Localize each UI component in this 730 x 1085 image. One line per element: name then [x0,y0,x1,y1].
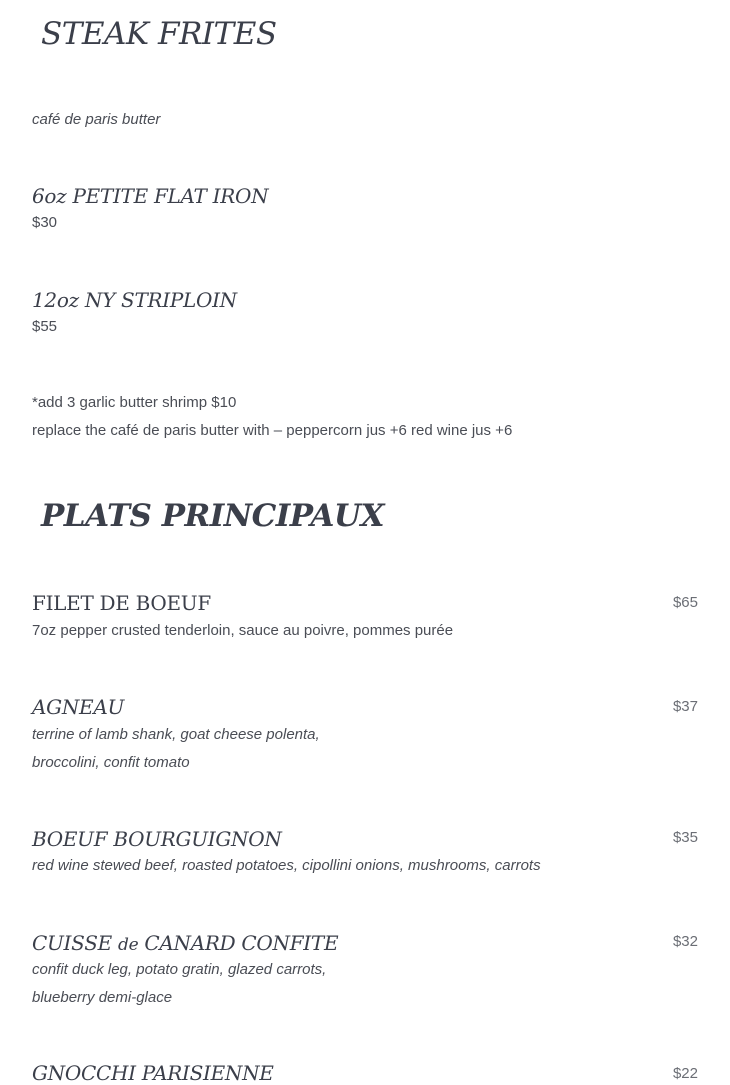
item-desc-agneau-line-1: terrine of lamb shank, goat cheese polenta, [32,726,320,743]
item-name-gnocchi-parisienne: GNOCCHI PARISIENNE [32,1061,274,1085]
item-name-cuisse-de-canard-confite [32,931,338,955]
item-price-cuisse-de-canard-confite: $32 [672,933,698,950]
note-add-shrimp: *add 3 garlic butter shrimp $10 [32,394,237,411]
item-price-gnocchi-parisienne: $22 [672,1065,698,1082]
item-price-boeuf-bourguignon: $35 [672,829,698,846]
item-name-petite-flat-iron: 6oz PETITE FLAT IRON [32,184,269,208]
item-price-petite-flat-iron: $30 [32,214,58,231]
item-name-de-part: de [117,935,139,955]
item-desc-boeuf-bourguignon: red wine stewed beef, roasted potatoes, cipollini onions, mushrooms, carrots [32,857,541,874]
item-desc-agneau-line-2: broccolini, confit tomato [32,754,190,771]
item-name-ny-striploin: 12oz NY STRIPLOIN [32,288,237,312]
item-desc-cuisse-line-2: blueberry demi-glace [32,989,173,1006]
item-price-ny-striploin: $55 [32,318,58,335]
item-name-boeuf-bourguignon: BOEUF BOURGUIGNON [32,827,282,851]
item-name-filet-de-boeuf: FILET DE BOEUF [32,591,211,615]
section-title-steak-frites: STEAK FRITES [41,16,277,52]
item-price-agneau: $37 [672,698,698,715]
item-price-filet-de-boeuf: $65 [672,594,698,611]
steak-frites-subtitle: café de paris butter [32,111,161,128]
item-name-canard-part: CANARD CONFITE [144,931,339,955]
item-desc-cuisse-line-1: confit duck leg, potato gratin, glazed carrots, [32,961,327,978]
note-replace-butter: replace the café de paris butter with – peppercorn jus +6 red wine jus +6 [32,422,513,439]
section-title-plats-principaux: PLATS PRINCIPAUX [41,498,384,534]
item-desc-filet-de-boeuf: 7oz pepper crusted tenderloin, sauce au poivre, pommes purée [32,622,454,639]
item-name-agneau: AGNEAU [32,695,125,719]
item-name-cuisse-part: CUISSE [32,931,112,955]
